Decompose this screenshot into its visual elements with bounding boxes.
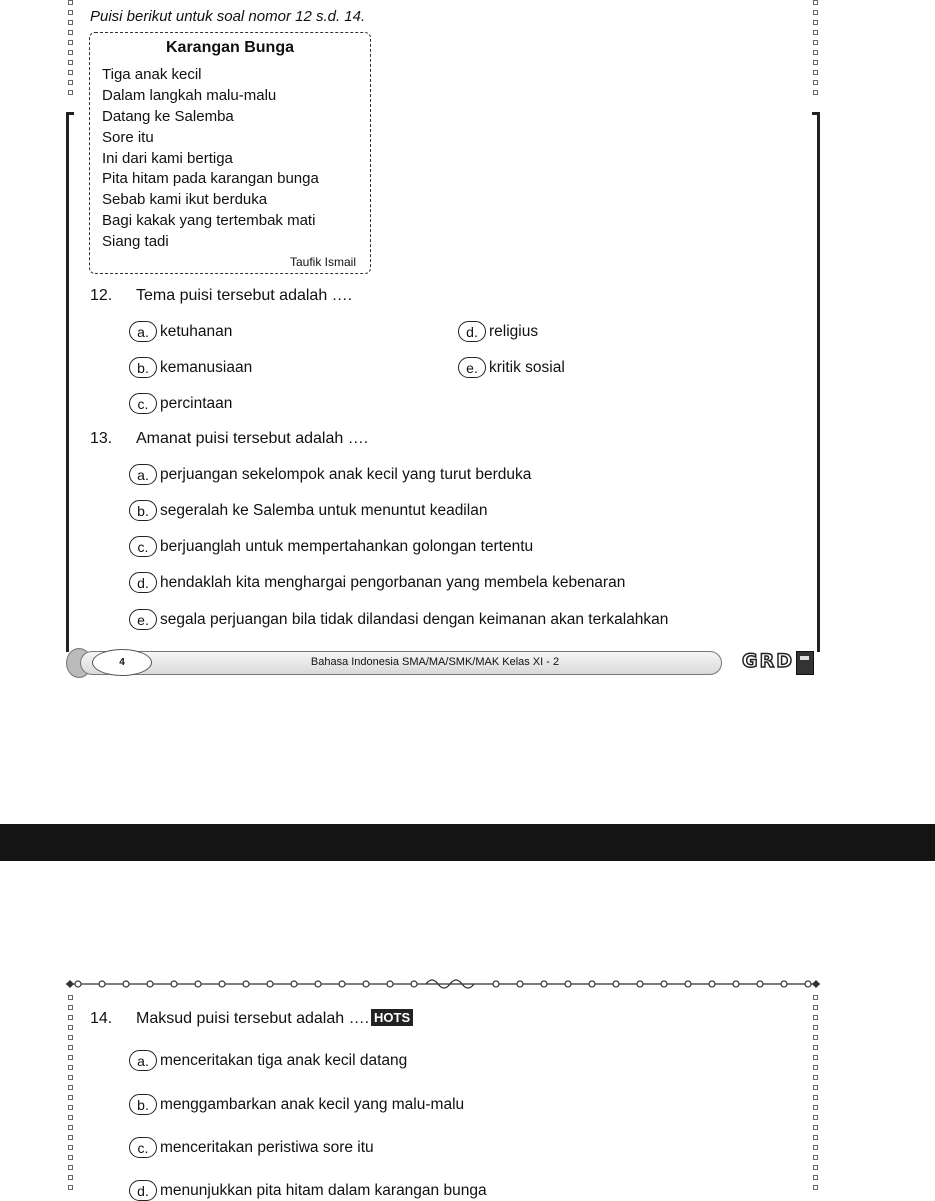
poem-line: Bagi kakak yang tertembak mati [102, 212, 316, 230]
page-separator [0, 824, 935, 861]
option-letter: a. [129, 464, 157, 485]
option-14c[interactable] [129, 1137, 374, 1158]
option-letter: b. [129, 500, 157, 521]
poem-title: Karangan Bunga [165, 39, 294, 56]
option-13d[interactable] [129, 572, 625, 593]
option-text: percintaan [160, 394, 233, 412]
option-text: segeralah ke Salemba untuk menuntut keadilan [160, 501, 488, 519]
poem-author: Taufik Ismail [289, 255, 356, 269]
poem-line: Siang tadi [102, 233, 169, 251]
option-text: religius [489, 322, 539, 340]
option-13b[interactable] [129, 500, 487, 521]
option-letter: a. [129, 1050, 157, 1071]
poem-line: Dalam langkah malu-malu [102, 86, 277, 104]
book-icon [796, 651, 814, 675]
question-number: 12. [90, 287, 113, 304]
poem-line: Tiga anak kecil [102, 66, 202, 83]
option-text: segala perjuangan bila tidak dilandasi dengan keimanan akan terkalahkan [160, 610, 669, 628]
frame-line-left [66, 112, 69, 652]
option-12d[interactable] [458, 321, 538, 342]
left-edge-dots-2 [68, 995, 74, 1195]
option-text: perjuangan sekelompok anak kecil yang turut berduka [160, 465, 532, 483]
option-text: menunjukkan pita hitam dalam karangan bunga [160, 1181, 487, 1199]
option-text: menceritakan tiga anak kecil datang [160, 1051, 408, 1069]
option-text: kritik sosial [489, 358, 565, 376]
option-text: kemanusiaan [160, 358, 253, 376]
option-text: hendaklah kita menghargai pengorbanan yang membela kebenaran [160, 573, 626, 591]
option-text: berjuanglah untuk mempertahankan golongan tertentu [160, 537, 534, 555]
option-13a[interactable] [129, 464, 531, 485]
question-text: Tema puisi tersebut adalah …. [136, 287, 353, 304]
option-text: ketuhanan [160, 322, 233, 340]
option-13c[interactable] [129, 536, 533, 557]
option-letter: b. [129, 357, 157, 378]
option-letter: e. [129, 609, 157, 630]
question-number: 13. [90, 430, 113, 447]
right-edge-dots-2 [813, 995, 819, 1195]
frame-line-right [817, 112, 820, 652]
question-text: Amanat puisi tersebut adalah …. [136, 430, 369, 447]
question-text: Maksud puisi tersebut adalah …. [136, 1010, 370, 1027]
poem-line: Ini dari kami bertiga [102, 149, 233, 167]
option-letter: c. [129, 1137, 157, 1158]
option-letter: d. [458, 321, 486, 342]
publisher-logo: GRD [742, 650, 794, 672]
poem-intro: Puisi berikut untuk soal nomor 12 s.d. 14. [90, 8, 366, 25]
option-letter: e. [458, 357, 486, 378]
option-letter: c. [129, 393, 157, 414]
option-text: menceritakan peristiwa sore itu [160, 1138, 374, 1156]
option-text: menggambarkan anak kecil yang malu-malu [160, 1095, 465, 1113]
chain-border-icon [66, 977, 820, 991]
option-12b[interactable] [129, 357, 252, 378]
poem-line: Pita hitam pada karangan bunga [102, 170, 319, 188]
poem-lines [102, 65, 319, 253]
poem-line: Sore itu [102, 128, 154, 146]
question-number: 14. [90, 1010, 113, 1027]
option-letter: b. [129, 1094, 157, 1115]
option-letter: a. [129, 321, 157, 342]
option-12e[interactable] [458, 357, 565, 378]
hots-badge: HOTS [371, 1009, 413, 1026]
option-letter: d. [129, 1180, 157, 1201]
option-14b[interactable] [129, 1094, 464, 1115]
left-edge-dots [68, 0, 74, 100]
option-12c[interactable] [129, 393, 232, 414]
question-14 [90, 1009, 413, 1028]
poem-line: Datang ke Salemba [102, 107, 234, 125]
option-14d[interactable] [129, 1180, 487, 1201]
book-title: Bahasa Indonesia SMA/MA/SMK/MAK Kelas XI - 2 [310, 656, 560, 668]
option-13e[interactable] [129, 609, 668, 630]
poem-line: Sebab kami ikut berduka [102, 191, 268, 209]
question-12 [90, 287, 352, 305]
option-letter: d. [129, 572, 157, 593]
poem-box [89, 32, 371, 274]
question-13 [90, 430, 368, 448]
option-14a[interactable] [129, 1050, 407, 1071]
right-edge-dots [813, 0, 819, 100]
page-number: 4 [92, 649, 152, 676]
option-letter: c. [129, 536, 157, 557]
option-12a[interactable] [129, 321, 232, 342]
